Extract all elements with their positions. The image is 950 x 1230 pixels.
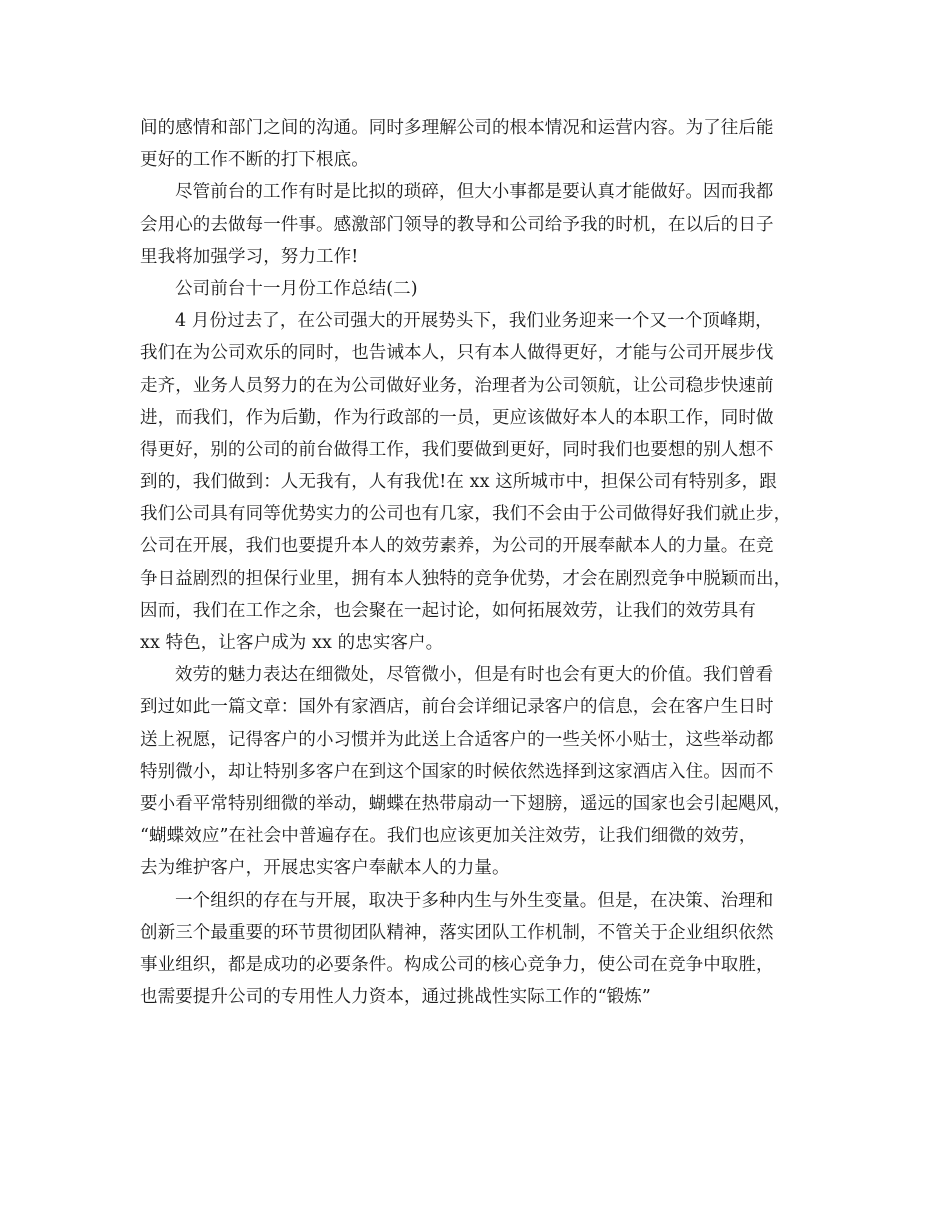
document-body: [140, 112, 812, 1013]
text-line: 里我将加强学习，努力工作!: [140, 246, 359, 267]
text-line: 走齐，业务人员努力的在为公司做好业务，治理者为公司领航，让公司稳步快速前: [140, 375, 774, 396]
text-line: 争日益剧烈的担保行业里，拥有本人独特的竞争优势，才会在剧烈竞争中脱颖而出，: [140, 568, 792, 589]
text-line: 更好的工作不断的打下根底。: [140, 150, 369, 171]
text-line: 我们公司具有同等优势实力的公司也有几家，我们不会由于公司做得好我们就止步，: [140, 504, 792, 525]
text-line: 因而，我们在工作之余，也会聚在一起讨论，如何拓展效劳，让我们的效劳具有: [140, 600, 756, 621]
text-line: 特别微小，却让特别多客户在到这个国家的时候依然选择到这家酒店入住。因而不: [140, 761, 774, 782]
text-line: “蝴蝶效应”在社会中普遍存在。我们也应该更加关注效劳，让我们细微的效劳，: [140, 826, 757, 847]
text-line: 也需要提升公司的专用性人力资本，通过挑战性实际工作的“锻炼”: [140, 987, 651, 1008]
text-line: 送上祝愿，记得客户的小习惯并为此送上合适客户的一些关怀小贴士，这些举动都: [140, 729, 774, 750]
text-line: 进，而我们，作为后勤，作为行政部的一员，更应该做好本人的本职工作，同时做: [140, 407, 774, 428]
text-line: 创新三个最重要的环节贯彻团队精神，落实团队工作机制，不管关于企业组织依然: [140, 922, 774, 943]
text-line: 去为维护客户，开展忠实客户奉献本人的力量。: [140, 858, 510, 879]
paragraph-first-line: 公司前台十一月份工作总结(二): [175, 278, 418, 299]
text-line: 会用心的去做每一件事。感激部门领导的教导和公司给予我的时机，在以后的日子: [140, 214, 774, 235]
text-line: xx 特色，让客户成为 xx 的忠实客户。: [140, 633, 444, 653]
paragraph-first-line: 尽管前台的工作有时是比拟的琐碎，但大小事都是要认真才能做好。因而我都: [175, 182, 774, 203]
text-line: 事业组织，都是成功的必要条件。构成公司的核心竞争力，使公司在竞争中取胜，: [140, 954, 774, 975]
text-line: 间的感情和部门之间的沟通。同时多理解公司的根本情况和运营内容。为了往后能: [140, 118, 774, 138]
text-line: 得更好，别的公司的前台做得工作，我们要做到更好，同时我们也要想的别人想不: [140, 439, 774, 460]
text-line: 公司在开展，我们也要提升本人的效劳素养，为公司的开展奉献本人的力量。在竞: [140, 536, 774, 557]
paragraph-first-line: 4 月份过去了，在公司强大的开展势头下，我们业务迎来一个又一个顶峰期，: [175, 311, 773, 332]
paragraph-first-line: 一个组织的存在与开展，取决于多种内生与外生变量。但是，在决策、治理和: [175, 890, 774, 911]
text-line: 我们在为公司欢乐的同时，也告诫本人，只有本人做得更好，才能与公司开展步伐: [140, 343, 774, 364]
text-line: 到过如此一篇文章：国外有家酒店，前台会详细记录客户的信息，会在客户生日时: [140, 697, 774, 718]
text-line: 要小看平常特别细微的举动，蝴蝶在热带扇动一下翅膀，遥远的国家也会引起飓风，: [140, 793, 792, 814]
text-line: 到的，我们做到：人无我有，人有我优!在 xx 这所城市中，担保公司有特别多，跟: [140, 472, 777, 493]
paragraph-first-line: 效劳的魅力表达在细微处，尽管微小，但是有时也会有更大的价值。我们曾看: [175, 665, 774, 686]
